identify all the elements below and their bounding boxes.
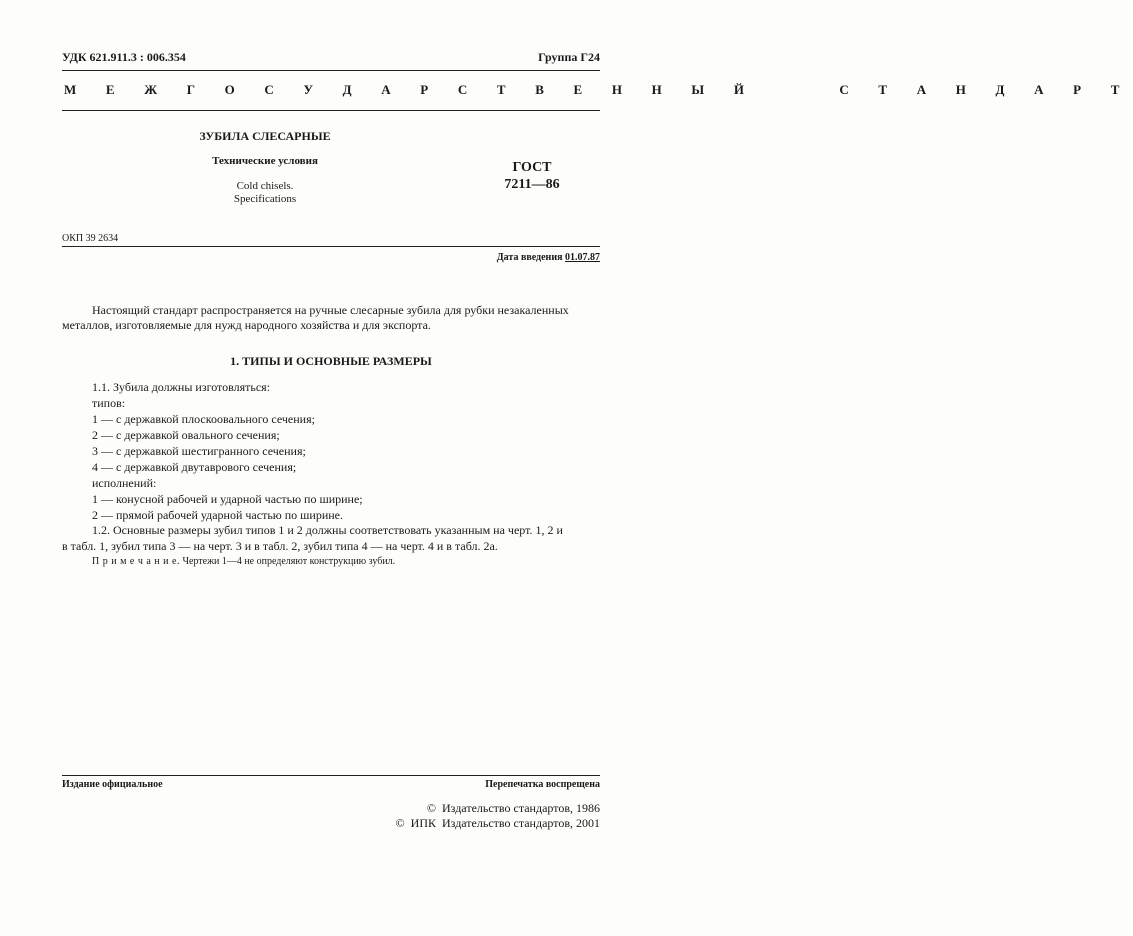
banner-rule [62,110,600,111]
note-text: Чертежи 1—4 не определяют конструкцию зубил. [182,556,396,567]
intro-paragraph-line-2: металлов, изготовляемые для нужд народного хозяйства и для экспорта. [62,318,431,332]
clause-1-1: 1.1. Зубила должны изготовляться: [92,380,271,394]
type-4-item: 4 — с державкой двутаврового сечения; [92,460,297,474]
clause-1-2-line-2: в табл. 1, зубил типа 3 — на черт. 3 и в табл. 2, зубил типа 4 — на черт. 4 и в табл. 2а. [62,539,498,553]
document-title: ЗУБИЛА СЛЕСАРНЫЕ [199,129,331,143]
note-label: П р и м е ч а н и е. [92,556,180,567]
version-2-item: 2 — прямой рабочей ударной частью по ширине. [92,508,344,522]
clause-1-2-line-1: 1.2. Основные размеры зубил типов 1 и 2 должны соответствовать указанным на черт. 1, 2 и [92,523,563,537]
version-1-item: 1 — конусной рабочей и ударной частью по ширине; [92,492,363,506]
header-rule [62,70,600,71]
intro-paragraph-line-1: Настоящий стандарт распространяется на ручные слесарные зубила для рубки незакаленных [92,303,569,317]
english-title-line-2: Specifications [233,193,297,205]
footer-rule [62,775,600,776]
type-2-item: 2 — с державкой овального сечения; [92,428,280,442]
copyright-1986: © Издательство стандартов, 1986 [426,801,600,815]
document-subtitle: Технические условия [212,155,318,167]
intro-date [497,252,600,263]
official-edition: Издание официальное [62,779,163,790]
type-1-item: 1 — с державкой плоскоовального сечения; [92,412,315,426]
group-code: Группа Г24 [538,50,600,64]
okp-code: ОКП 39 2634 [62,233,119,244]
note [92,556,395,567]
reprint-prohibited: Перепечатка воспрещена [485,779,600,790]
copyright-2001: © ИПК Издательство стандартов, 2001 [395,816,600,830]
section-1-heading: 1. ТИПЫ И ОСНОВНЫЕ РАЗМЕРЫ [230,354,432,368]
gost-number: 7211—86 [504,177,560,192]
types-label: типов: [92,396,126,410]
interstate-standard-banner: М Е Ж Г О С У Д А Р С Т В Е Н Н Ы Й С Т А Н Д А Р Т [64,82,1133,97]
type-3-item: 3 — с державкой шестигранного сечения; [92,444,306,458]
gost-label: ГОСТ [512,160,552,175]
udk-code: УДК 621.911.3 : 006.354 [62,50,186,64]
okp-rule [62,246,600,247]
english-title-line-1: Cold chisels. [236,180,294,192]
versions-label: исполнений: [92,476,157,490]
intro-date-label: Дата введения [496,252,563,263]
intro-date-value: 01.07.87 [565,252,600,263]
